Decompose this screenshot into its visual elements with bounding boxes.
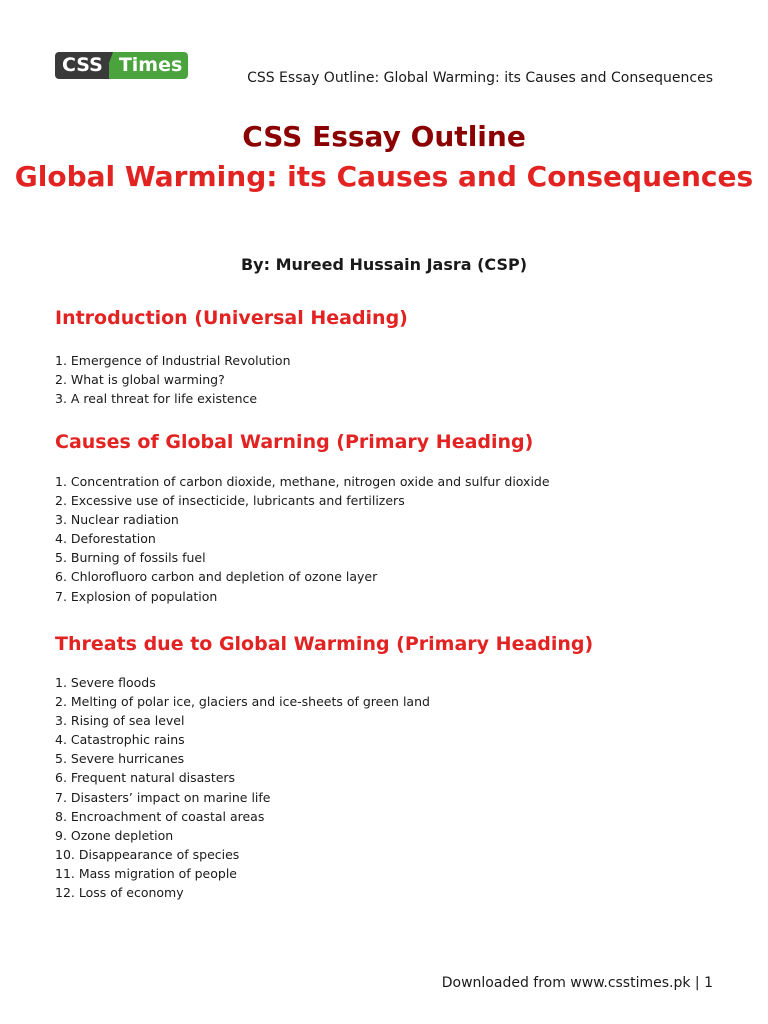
section-heading: Introduction (Universal Heading) [55,307,408,329]
section-heading: Threats due to Global Warming (Primary Heading) [55,633,594,655]
list-item: 5. Severe hurricanes [55,751,185,767]
list-item: 5. Burning of fossils fuel [55,550,206,566]
list-item: 2. Melting of polar ice, glaciers and ice-sheets of green land [55,694,430,710]
list-item: 9. Ozone depletion [55,827,174,843]
csstimes-logo [55,52,188,79]
list-item: 6. Chlorofluoro carbon and depletion of ozone layer [55,569,378,585]
list-item: 10. Disappearance of species [55,846,240,862]
section-heading: Causes of Global Warning (Primary Heading) [55,431,534,453]
outline-list [55,673,715,902]
author-byline: By: Mureed Hussain Jasra (CSP) [240,255,528,274]
logo-times-text: Times [119,52,188,79]
list-item: 2. Excessive use of insecticide, lubricants and fertilizers [55,493,405,509]
document-title: CSS Essay Outline [242,120,526,153]
list-item: 11. Mass migration of people [55,865,237,881]
list-item: 1. Concentration of carbon dioxide, methane, nitrogen oxide and sulfur dioxide [55,474,550,489]
list-item: 1. Emergence of Industrial Revolution [55,353,291,368]
list-item: 2. What is global warming? [55,372,225,388]
list-item: 6. Frequent natural disasters [55,770,236,786]
list-item: 12. Loss of economy [55,885,184,901]
list-item: 7. Explosion of population [55,588,218,604]
logo-slash-shape [109,52,119,79]
list-item: 8. Encroachment of coastal areas [55,808,265,824]
outline-list [55,472,715,606]
list-item: 1. Severe floods [55,675,156,690]
running-header: CSS Essay Outline: Global Warming: its Causes and Consequences [247,70,713,86]
section-causes [55,429,715,606]
list-item: 7. Disasters’ impact on marine life [55,789,271,805]
list-item: 3. Nuclear radiation [55,512,179,528]
section-introduction [55,305,715,408]
list-item: 4. Catastrophic rains [55,732,185,748]
logo-css-text: CSS [55,52,109,79]
list-item: 4. Deforestation [55,531,156,547]
list-item: 3. A real threat for life existence [55,391,258,407]
section-threats [55,631,715,902]
list-item: 3. Rising of sea level [55,713,185,729]
page-footer: Downloaded from www.csstimes.pk | 1 [441,975,713,991]
document-subtitle: Global Warming: its Causes and Consequences [14,160,754,193]
outline-list [55,351,715,408]
